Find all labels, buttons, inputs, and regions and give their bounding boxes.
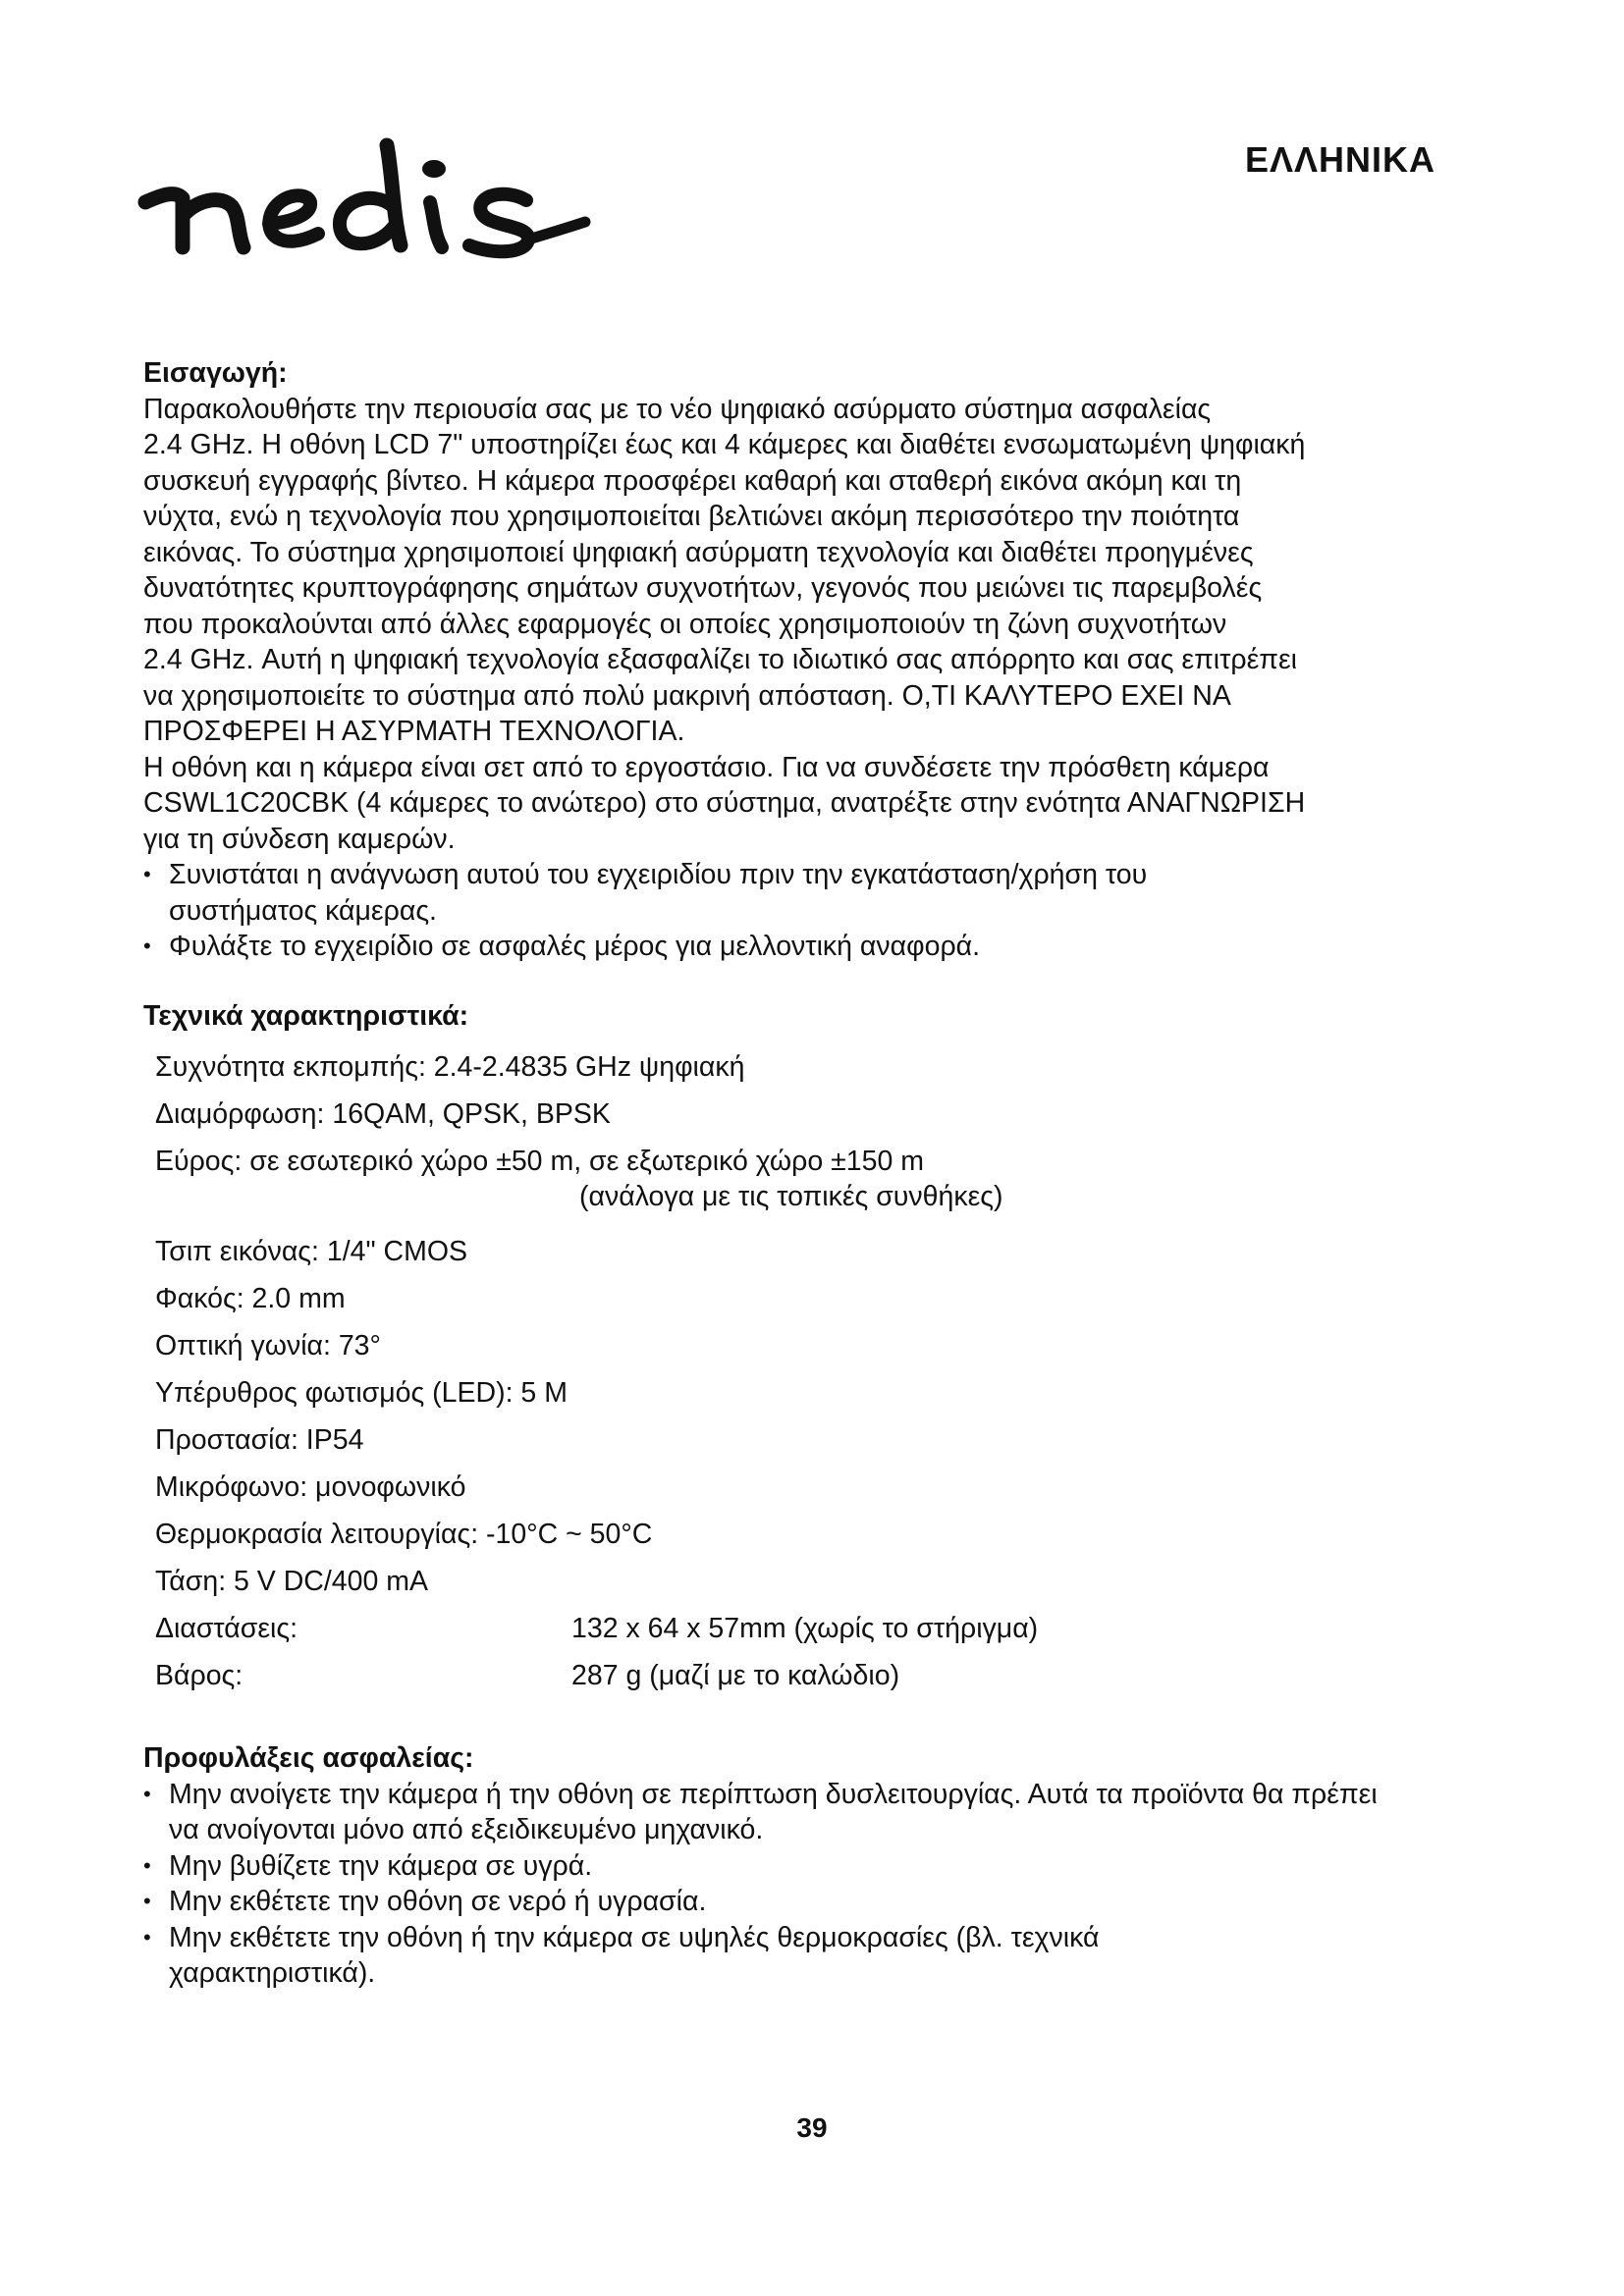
intro-heading: Εισαγωγή: — [143, 357, 288, 389]
language-label: ΕΛΛΗΝΙΚΑ — [1244, 139, 1435, 180]
intro-bullet: • Φυλάξτε το εγχειρίδιο σε ασφαλές μέρος για μελλοντική αναφορά. — [143, 929, 1380, 965]
intro-line: Η οθόνη και η κάμερα είναι σετ από το εργοστάσιο. Για να συνδέσετε την πρόσθετη κάμερα — [143, 751, 1270, 783]
spec-row: Διαμόρφωση: 16QAM, QPSK, BPSK — [155, 1098, 611, 1130]
spec-row: Μικρόφωνο: μονοφωνικό — [155, 1471, 466, 1503]
specs-heading: Τεχνικά χαρακτηριστικά: — [143, 999, 469, 1032]
safety-bullet: • Μην εκθέτετε την οθόνη ή την κάμερα σε υψηλές θερμοκρασίες (βλ. τεχνικά χαρακτηριστικά). — [143, 1920, 1249, 1992]
intro-line: που προκαλούνται από άλλες εφαρμογές οι οποίες χρησιμοποιούν τη ζώνη συχνοτήτων — [143, 608, 1227, 640]
safety-bullet: • Μην εκθέτετε την οθόνη σε νερό ή υγρασία. — [143, 1884, 1380, 1920]
page-number: 39 — [796, 2112, 828, 2143]
spec-value: 287 g (μαζί με το καλώδιο) — [571, 1660, 900, 1691]
intro-line: 2.4 GHz. Αυτή η ψηφιακή τεχνολογία εξασφαλίζει το ιδιωτικό σας απόρρητο και σας επιτρέπει — [143, 644, 1297, 675]
intro-line: να χρησιμοποιείτε το σύστημα από πολύ μακρινή απόσταση. Ο,ΤΙ ΚΑΛΥΤΕΡΟ ΕΧΕΙ ΝΑ — [143, 679, 1231, 712]
spec-value: 132 x 64 x 57mm (χωρίς το στήριγμα) — [571, 1613, 1039, 1644]
safety-bullet: • Μην ανοίγετε την κάμερα ή την οθόνη σε περίπτωση δυσλειτουργίας. Αυτά τα προϊόντα θα πρέπει να ανοίγονται μόνο από εξειδικευμένο μηχανικό. — [143, 1777, 1396, 1848]
intro-line: Παρακολουθήστε την περιουσία σας με το νέο ψηφιακό ασύρματο σύστημα ασφαλείας — [143, 393, 1212, 425]
safety-bullet: • Μην βυθίζετε την κάμερα σε υγρά. — [143, 1848, 1380, 1885]
spec-row: Εύρος: σε εσωτερικό χώρο ±50 m, σε εξωτερικό χώρο ±150 m — [155, 1146, 925, 1177]
intro-line: εικόνας. Το σύστημα χρησιμοποιεί ψηφιακή ασύρματη τεχνολογία και διαθέτει προηγμένες — [143, 536, 1254, 568]
spec-row: Συχνότητα εκπομπής: 2.4-2.4835 GHz ψηφιακή — [155, 1051, 745, 1083]
spec-row: Τάση: 5 V DC/400 mA — [155, 1566, 429, 1597]
nedis-logo — [135, 126, 646, 273]
intro-line: συσκευή εγγραφής βίντεο. Η κάμερα προσφέρει καθαρή και σταθερή εικόνα ακόμη και τη — [143, 464, 1242, 497]
intro-line: νύχτα, ενώ η τεχνολογία που χρησιμοποιείται βελτιώνει ακόμη περισσότερο την ποιότητα — [143, 501, 1240, 532]
spec-row: Τσιπ εικόνας: 1/4" CMOS — [155, 1236, 468, 1267]
spec-label: Βάρος: — [155, 1660, 244, 1691]
safety-section — [143, 1740, 1380, 1992]
specs-section — [143, 998, 1380, 1704]
intro-paragraph — [143, 392, 1380, 858]
intro-line: CSWL1C20CBK (4 κάμερες το ανώτερο) στο σύστημα, ανατρέξτε στην ενότητα ΑΝΑΓΝΩΡΙΣΗ — [143, 787, 1306, 819]
intro-line: ΠΡΟΣΦΕΡΕΙ Η ΑΣΥΡΜΑΤΗ ΤΕΧΝΟΛΟΓΙΑ. — [143, 716, 685, 747]
manual-content — [143, 355, 1380, 1992]
intro-bullet: • Συνιστάται η ανάγνωση αυτού του εγχειριδίου πριν την εγκατάσταση/χρήση του συστήματος κάμερας. — [143, 857, 1210, 929]
intro-line: για τη σύνδεση καμερών. — [143, 823, 456, 855]
intro-line: δυνατότητες κρυπτογράφησης σημάτων συχνοτήτων, γεγονός που μειώνει τις παρεμβολές — [143, 572, 1263, 604]
spec-row: Υπέρυθρος φωτισμός (LED): 5 M — [155, 1377, 568, 1409]
spec-row: Προστασία: IP54 — [155, 1424, 364, 1456]
spec-range-note: (ανάλογα με τις τοπικές συνθήκες) — [579, 1181, 1003, 1212]
spec-row-dimensions — [155, 1609, 1380, 1656]
specs-list — [143, 1047, 1380, 1703]
spec-row-weight — [155, 1656, 1380, 1703]
intro-section — [143, 355, 1380, 965]
spec-label: Διαστάσεις: — [155, 1613, 298, 1644]
intro-line: 2.4 GHz. Η οθόνη LCD 7" υποστηρίζει έως και 4 κάμερες και διαθέτει ενσωματωμένη ψηφιακή — [143, 429, 1306, 460]
spec-row: Φακός: 2.0 mm — [155, 1283, 346, 1314]
safety-heading: Προφυλάξεις ασφαλείας: — [143, 1742, 474, 1774]
spec-row: Οπτική γωνία: 73° — [155, 1330, 381, 1362]
spec-row: Θερμοκρασία λειτουργίας: -10°C ~ 50°C — [155, 1519, 653, 1550]
